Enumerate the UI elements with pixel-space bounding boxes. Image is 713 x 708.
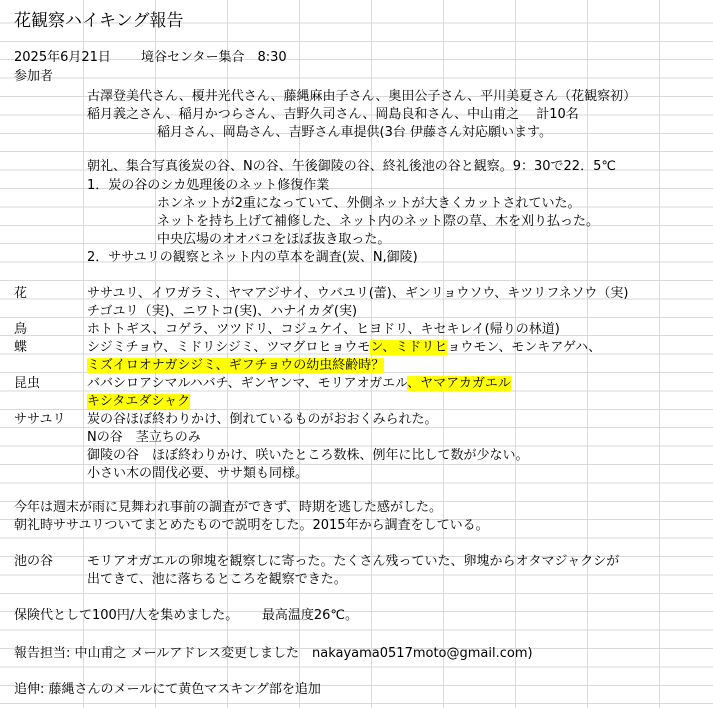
note-line-1: 今年は週末が雨に見舞われ事前の調査ができず、時期を逃した感がした。 (14, 500, 442, 515)
bird-line: ホトトギス、コゲラ、ツツドリ、コジュケイ、ヒヨドリ、キセキレイ(帰りの林道) (87, 322, 560, 337)
flower-line-1: ササユリ、イワガラミ、ヤマアジサイ、ウバユリ(蕾)、ギンリョウソウ、キツリフネソウ（実) (87, 286, 629, 301)
pond-line-2: 出てきて、池に落ちるところを観察できた。 (87, 572, 347, 587)
butterfly-line-2 (87, 357, 384, 375)
insect-label: 昆虫 (14, 376, 41, 391)
insect-line-1 (87, 375, 511, 393)
date-meeting-line: 2025年6月21日 境谷センター集合 8:30 (14, 50, 287, 65)
butterfly-text-rest: ョウモン、モンキアゲハ、 (447, 340, 602, 355)
task-item-1: 1．炭の谷のシカ処理後のネット修復作業 (87, 178, 330, 193)
insect-line-2 (87, 393, 190, 411)
car-provider-line: 稲月さん、岡島さん、吉野さん車提供(3台 伊藤さん対応願います。 (157, 125, 552, 140)
butterfly-label: 蝶 (14, 340, 28, 355)
butterfly-highlight: ン、ミドリヒ (370, 340, 448, 355)
report-title: 花観察ハイキング報告 (14, 11, 184, 31)
participant-line-2: 稲月義之さん、稲月かつらさん、吉野久司さん、岡島良和さん、中山甫之 計10名 (87, 107, 579, 122)
insect-text: ババシロアシマルハバチ、ギンヤンマ、モリアオガエル (87, 376, 408, 391)
task-1-detail-1: ホンネットが2重になっていて、外側ネットが大きくカットされていた。 (157, 196, 581, 211)
butterfly-highlight-2: ミズイロオナガシジミ、ギフチョウの幼虫終齢時？ (87, 358, 385, 373)
pond-label: 池の谷 (14, 554, 54, 569)
butterfly-line-1 (87, 339, 601, 357)
participants-label: 参加者 (14, 69, 54, 84)
insurance-line: 保険代として100円/人を集めました。 最高温度26℃。 (14, 608, 358, 623)
sasayuri-line-3: 御陵の谷 ほぼ終わりかけ、咲いたところ数株、例年に比して数が少ない。 (87, 448, 529, 463)
flower-label: 花 (14, 286, 28, 301)
note-line-2: 朝礼時ササユリついてまとめたもので説明をした。2015年から調査をしている。 (14, 518, 489, 533)
morning-schedule-line: 朝礼、集合写真後炭の谷、Nの谷、午後御陵の谷、終礼後池の谷と観察。9：30で22．5℃ (87, 159, 616, 174)
flower-line-2: チゴユリ（実)、ニワトコ(実)、ハナイカダ(実) (87, 304, 358, 319)
insect-highlight: 、ヤマアカガエル (407, 376, 511, 391)
sasayuri-line-1: 炭の谷ほぼ終わりかけ、倒れているものがおおくみられた。 (87, 412, 438, 427)
sasayuri-line-2: Nの谷 茎立ちのみ (87, 430, 201, 445)
task-item-2: 2．ササユリの観察とネット内の草本を調査(炭、N,御陵) (87, 250, 418, 265)
participant-line-1: 古澤登美代さん、榎井光代さん、藤縄麻由子さん、奥田公子さん、平川美夏さん（花観察初） (87, 89, 637, 104)
insect-highlight-2: キシタエダシャク (87, 394, 191, 409)
sasayuri-line-4: 小さい木の間伐必要、ササ類も同様。 (87, 466, 309, 481)
reporter-line: 報告担当: 中山甫之 メールアドレス変更しました nakayama0517moto@gmail.com) (14, 646, 533, 661)
sasayuri-label: ササユリ (14, 412, 66, 427)
bird-label: 鳥 (14, 322, 28, 337)
task-1-detail-3: 中央広場のオオバコをほぼ抜き取った。 (157, 232, 391, 247)
butterfly-text: シジミチョウ、ミドリシジミ、ツマグロヒョウモ (87, 340, 371, 355)
pond-line-1: モリアオガエルの卵塊を観察しに寄った。たくさん残っていた、卵塊からオタマジャクシが (87, 554, 620, 569)
postscript-line: 追伸: 藤縄さんのメールにて黄色マスキング部を追加 (14, 682, 321, 697)
task-1-detail-2: ネットを持ち上げて補修した、ネット内のネット際の草、木を刈り払った。 (157, 214, 600, 229)
